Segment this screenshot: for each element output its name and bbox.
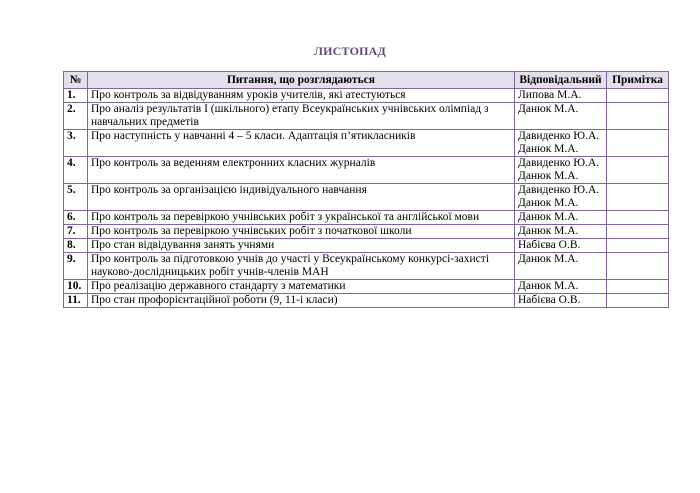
row-number: 1.	[64, 89, 88, 103]
row-number: 3.	[64, 130, 88, 157]
responsible-person: Данюк М.А.	[518, 225, 579, 237]
table-row	[64, 239, 669, 253]
table-header-row	[64, 72, 669, 89]
row-responsible	[515, 89, 607, 103]
row-note	[607, 211, 669, 225]
responsible-person: Данюк М.А.	[518, 143, 579, 155]
table-row	[64, 211, 669, 225]
row-number: 2.	[64, 103, 88, 130]
row-note	[607, 253, 669, 280]
row-question: Про контроль за підготовкою учнів до участі у Всеукраїнському конкурсі-захисті науково-дослідницьких робіт учнів-членів МАН	[88, 253, 515, 280]
row-question: Про наступність у навчанні 4 – 5 класи. Адаптація п’ятикласників	[88, 130, 515, 157]
table-row	[64, 130, 669, 157]
header-question: Питання, що розглядаються	[88, 72, 515, 89]
row-responsible	[515, 184, 607, 211]
page-title: ЛИСТОПАД	[314, 44, 386, 58]
header-num: №	[64, 72, 88, 89]
row-number: 11.	[64, 294, 88, 308]
row-note	[607, 130, 669, 157]
row-responsible	[515, 280, 607, 294]
row-note	[607, 103, 669, 130]
row-number: 7.	[64, 225, 88, 239]
row-question: Про контроль за організацією індивідуального навчання	[88, 184, 515, 211]
header-note: Примітка	[607, 72, 669, 89]
row-note	[607, 294, 669, 308]
table-row	[64, 294, 669, 308]
table-row	[64, 280, 669, 294]
header-responsible: Відповідальний	[515, 72, 607, 89]
row-question: Про аналіз результатів I (шкільного) етапу Всеукраїнських учнівських олімпіад з навчальних предметів	[88, 103, 515, 130]
row-note	[607, 89, 669, 103]
row-question: Про реалізацію державного стандарту з математики	[88, 280, 515, 294]
row-number: 8.	[64, 239, 88, 253]
table-row	[64, 184, 669, 211]
row-note	[607, 225, 669, 239]
table-row	[64, 225, 669, 239]
row-question: Про контроль за перевіркою учнівських робіт з української та англійської мови	[88, 211, 515, 225]
row-responsible	[515, 225, 607, 239]
row-responsible	[515, 253, 607, 280]
row-note	[607, 157, 669, 184]
row-number: 4.	[64, 157, 88, 184]
row-note	[607, 239, 669, 253]
responsible-person: Данюк М.А.	[518, 170, 579, 182]
row-question: Про контроль за веденням електронних класних журналів	[88, 157, 515, 184]
responsible-person: Давиденко Ю.А.	[518, 130, 600, 142]
row-note	[607, 184, 669, 211]
row-responsible	[515, 239, 607, 253]
row-responsible	[515, 294, 607, 308]
row-number: 9.	[64, 253, 88, 280]
responsible-person: Данюк М.А.	[518, 280, 579, 292]
responsible-person: Липова М.А.	[518, 89, 582, 101]
row-question: Про стан відвідування занять учнями	[88, 239, 515, 253]
table-row	[64, 253, 669, 280]
row-responsible	[515, 157, 607, 184]
responsible-person: Набієва О.В.	[518, 294, 581, 306]
responsible-person: Данюк М.А.	[518, 253, 579, 265]
row-number: 5.	[64, 184, 88, 211]
row-number: 10.	[64, 280, 88, 294]
responsible-person: Набієва О.В.	[518, 239, 581, 251]
row-number: 6.	[64, 211, 88, 225]
row-question: Про контроль за відвідуванням уроків учителів, які атестуються	[88, 89, 515, 103]
table-row	[64, 103, 669, 130]
responsible-person: Давиденко Ю.А.	[518, 184, 600, 196]
table-row	[64, 89, 669, 103]
responsible-person: Данюк М.А.	[518, 197, 579, 209]
responsible-person: Давиденко Ю.А.	[518, 157, 600, 169]
row-question: Про контроль за перевіркою учнівських робіт з початкової школи	[88, 225, 515, 239]
row-responsible	[515, 211, 607, 225]
meetings-table	[63, 71, 669, 308]
table-row	[64, 157, 669, 184]
table-body	[64, 89, 669, 308]
row-question: Про стан профорієнтаційної роботи (9, 11-і класи)	[88, 294, 515, 308]
row-responsible	[515, 103, 607, 130]
row-note	[607, 280, 669, 294]
row-responsible	[515, 130, 607, 157]
responsible-person: Данюк М.А.	[518, 211, 579, 223]
responsible-person: Данюк М.А.	[518, 103, 579, 115]
